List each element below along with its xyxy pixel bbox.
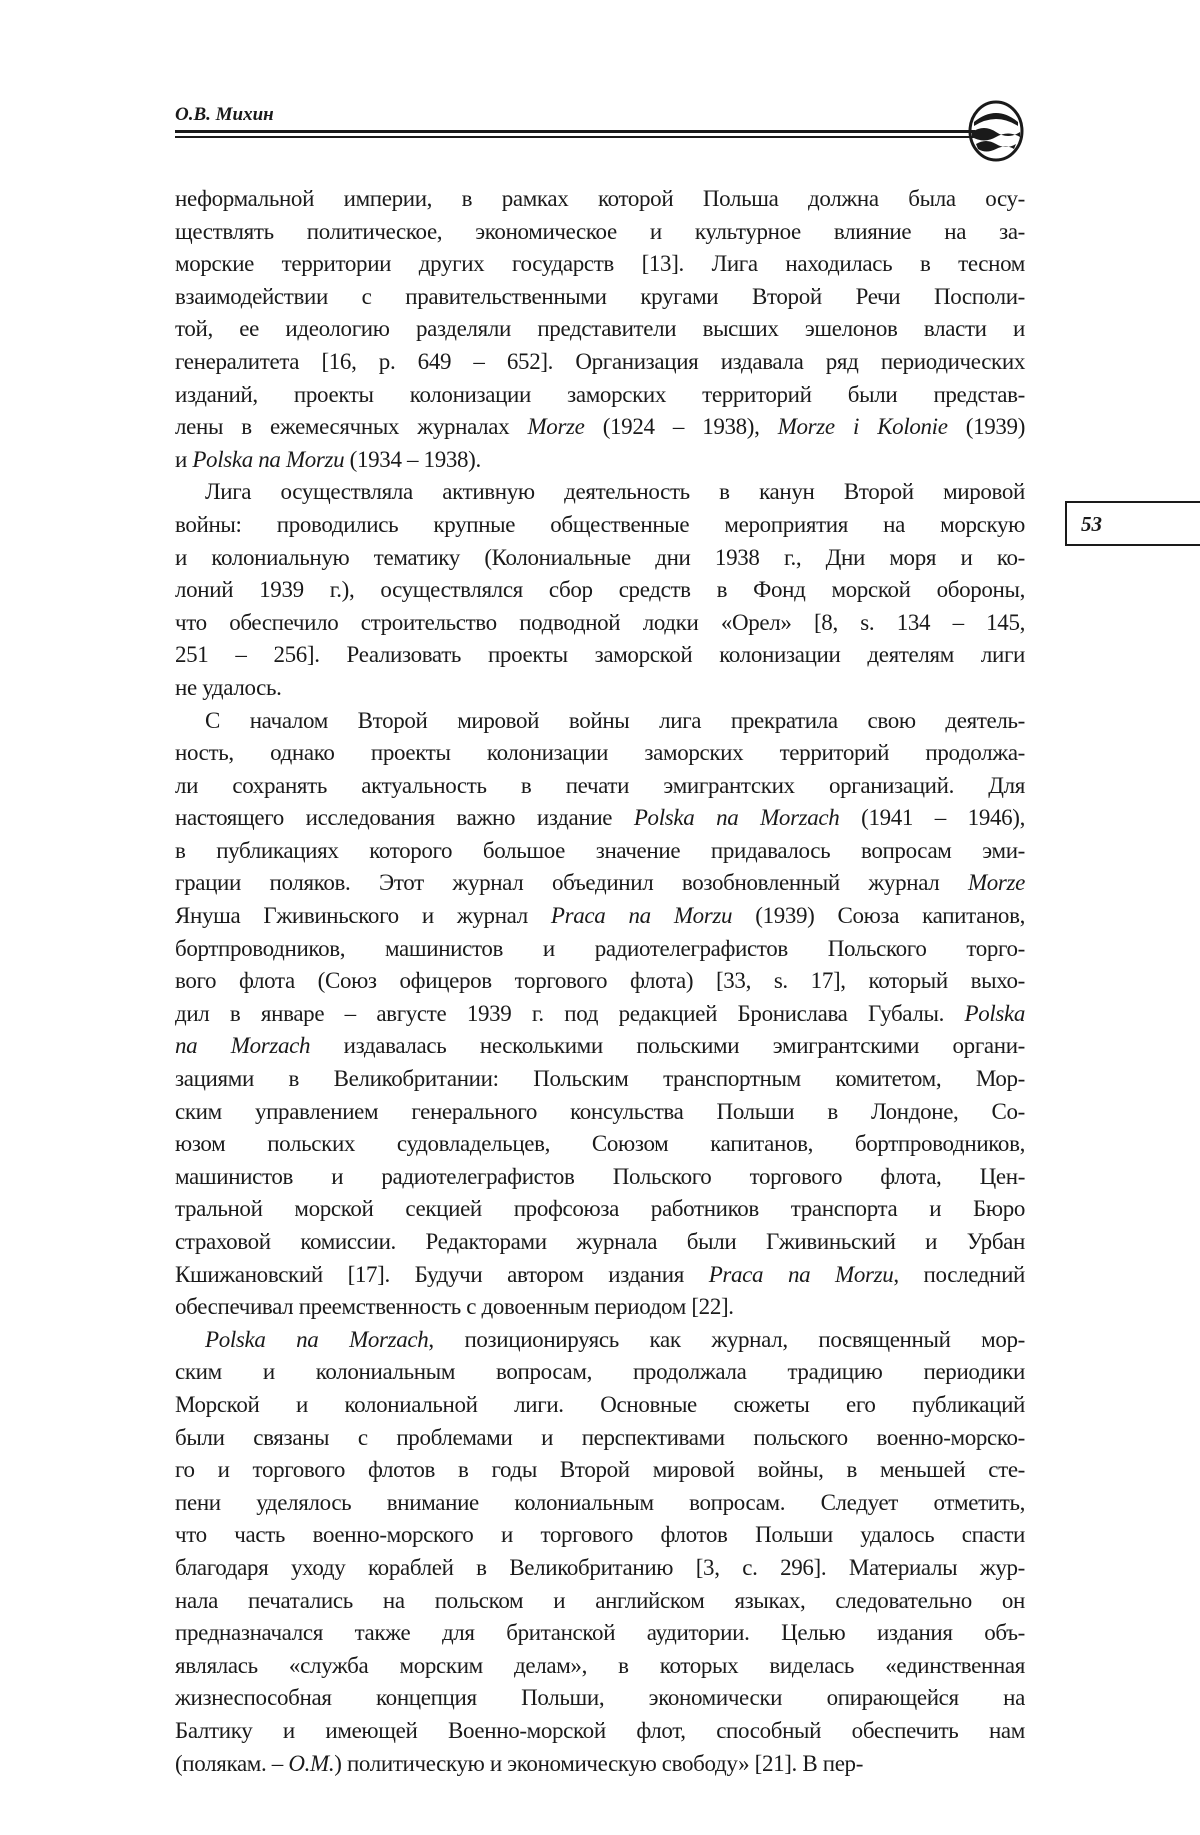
text-segment: обеспечивал преемственность с довоенным периодом [22].	[175, 1294, 734, 1320]
text-segment: являлась «служба морским делам», в которых виделась «единственная	[175, 1652, 1025, 1678]
text-line	[175, 835, 1025, 868]
text-segment: что обеспечило строительство подводной лодки «Орел» [8, s. 134 – 145,	[175, 609, 1025, 635]
text-segment: 251 – 256]. Реализовать проекты заморской колонизации деятелям лиги	[175, 642, 1025, 668]
text-line	[175, 1226, 1025, 1259]
text-segment: издавалась несколькими польскими эмигрантскими органи-	[310, 1033, 1025, 1059]
text-line	[175, 216, 1025, 249]
text-segment: неформальной империи, в рамках которой Польша должна была осу-	[175, 186, 1025, 211]
text-segment: благодаря уходу кораблей в Великобританию [3, с. 296]. Материалы жур-	[175, 1554, 1025, 1580]
text-segment: не удалось.	[175, 674, 282, 700]
text-segment: жизнеспособная концепция Польши, экономически опирающейся на	[175, 1685, 1025, 1711]
text-segment: дил в январе – августе 1939 г. под редакцией Бронислава Губалы.	[175, 1000, 965, 1026]
text-line	[175, 1682, 1025, 1715]
text-segment: (1924 – 1938),	[584, 414, 778, 440]
text-segment: генералитета [16, p. 649 – 652]. Организация издавала ряд периодических	[175, 348, 1025, 374]
text-line	[175, 1748, 1025, 1781]
text-line	[175, 1422, 1025, 1455]
text-segment: лены в ежемесячных журналах	[175, 414, 528, 440]
text-line	[175, 346, 1025, 379]
text-line	[175, 574, 1025, 607]
text-segment: ским управлением генерального консульства Польши в Лондоне, Со-	[175, 1098, 1025, 1124]
text-segment: в публикациях которого большое значение придавалось вопросам эми-	[175, 837, 1025, 863]
italic-title: Polska na Morzach	[633, 805, 840, 831]
text-line	[175, 867, 1025, 900]
text-line	[175, 542, 1025, 575]
text-line	[175, 411, 1025, 444]
text-line	[175, 998, 1025, 1031]
text-line	[175, 965, 1025, 998]
text-segment: (полякам. –	[175, 1750, 289, 1776]
text-line	[175, 1063, 1025, 1096]
text-line	[175, 1650, 1025, 1683]
text-segment: Януша Гживиньского и журнал	[175, 903, 551, 929]
text-segment: С началом Второй мировой войны лига прекратила свою деятель-	[205, 707, 1025, 733]
text-segment: Кшижановский [17]. Будучи автором издания	[175, 1261, 709, 1287]
text-line	[175, 444, 1025, 477]
text-segment: и колониальную тематику (Колониальные дни 1938 г., Дни моря и ко-	[175, 544, 1025, 570]
text-line	[175, 509, 1025, 542]
article-body	[175, 183, 1025, 1780]
text-segment: , последний	[893, 1261, 1025, 1287]
text-segment: были связаны с проблемами и перспективами польского военно-морско-	[175, 1424, 1025, 1450]
italic-title: Morze	[527, 414, 585, 440]
text-line	[175, 705, 1025, 738]
text-segment: (1939)	[947, 414, 1026, 440]
text-line	[175, 1519, 1025, 1552]
text-line	[175, 1161, 1025, 1194]
italic-title: Praca na Morzu	[708, 1261, 894, 1287]
text-line	[175, 737, 1025, 770]
text-segment: и	[175, 446, 193, 472]
text-line	[175, 183, 1025, 216]
text-line	[175, 1617, 1025, 1650]
text-line	[175, 770, 1025, 803]
text-line	[175, 1193, 1025, 1226]
text-segment: , позиционируясь как журнал, посвященный мор-	[428, 1326, 1025, 1352]
text-line	[175, 476, 1025, 509]
text-segment: Морской и колониальной лиги. Основные сюжеты его публикаций	[175, 1391, 1025, 1417]
text-segment: машинистов и радиотелеграфистов Польского торгового флота, Цен-	[175, 1163, 1025, 1189]
text-segment: что часть военно-морского и торгового флотов Польши удалось спасти	[175, 1522, 1025, 1548]
text-segment: настоящего исследования важно издание	[175, 805, 634, 831]
text-line	[175, 607, 1025, 640]
text-segment: ) политическую и экономическую свободу» [21]. В пер-	[334, 1750, 864, 1776]
text-line	[175, 639, 1025, 672]
text-segment: ли сохранять актуальность в печати эмигрантских организаций. Для	[175, 772, 1025, 798]
text-segment: тральной морской секцией профсоюза работников транспорта и Бюро	[175, 1196, 1025, 1222]
text-segment: нала печатались на польском и английском языках, следовательно он	[175, 1587, 1025, 1613]
text-line	[175, 1585, 1025, 1618]
page-number: 53	[1065, 501, 1200, 546]
text-line	[175, 1356, 1025, 1389]
text-line	[175, 900, 1025, 933]
italic-title: na Morzach	[175, 1033, 311, 1059]
header-rule	[175, 136, 975, 138]
text-segment: юзом польских судовладельцев, Союзом капитанов, бортпроводников,	[175, 1131, 1025, 1157]
text-line	[175, 313, 1025, 346]
journal-logo-icon	[968, 100, 1024, 162]
italic-title: Polska na Morzu	[192, 446, 345, 472]
italic-title: О.М.	[288, 1750, 335, 1776]
italic-title: Polska	[964, 1000, 1025, 1026]
text-segment: бортпроводников, машинистов и радиотелеграфистов Польского торго-	[175, 935, 1025, 961]
text-line	[175, 1128, 1025, 1161]
text-segment: предназначался также для британской аудитории. Целью издания объ-	[175, 1620, 1025, 1646]
text-segment: го и торгового флотов в годы Второй мировой войны, в меньшей сте-	[175, 1457, 1025, 1483]
text-line	[175, 248, 1025, 281]
text-segment: вого флота (Союз офицеров торгового флота) [33, s. 17], который выхо-	[175, 968, 1025, 994]
text-segment: (1941 – 1946),	[839, 805, 1025, 831]
text-line	[175, 1324, 1025, 1357]
text-line	[175, 802, 1025, 835]
text-line	[175, 1259, 1025, 1292]
text-line	[175, 1715, 1025, 1748]
text-segment: взаимодействии с правительственными кругами Второй Речи Посполи-	[175, 283, 1025, 309]
text-line	[175, 672, 1025, 705]
italic-title: Morze i Kolonie	[777, 414, 948, 440]
text-line	[175, 1291, 1025, 1324]
text-line	[175, 1030, 1025, 1063]
text-segment: пени уделялось внимание колониальным вопросам. Следует отметить,	[175, 1489, 1025, 1515]
text-line	[175, 1552, 1025, 1585]
text-segment: грации поляков. Этот журнал объединил возобновленный журнал	[175, 870, 968, 896]
text-segment: лоний 1939 г.), осуществлялся сбор средств в Фонд морской обороны,	[175, 577, 1025, 603]
text-segment: зациями в Великобритании: Польским транспортным комитетом, Мор-	[175, 1066, 1025, 1092]
text-line	[175, 379, 1025, 412]
italic-title: Polska na Morzach	[205, 1326, 429, 1352]
text-segment: (1934 – 1938).	[344, 446, 481, 472]
text-line	[175, 933, 1025, 966]
text-line	[175, 1487, 1025, 1520]
text-line	[175, 1096, 1025, 1129]
text-segment: ским и колониальным вопросам, продолжала традицию периодики	[175, 1359, 1025, 1385]
text-segment: ществлять политическое, экономическое и культурное влияние на за-	[175, 218, 1025, 244]
text-line	[175, 1454, 1025, 1487]
text-segment: той, ее идеологию разделяли представители высших эшелонов власти и	[175, 316, 1025, 342]
text-line	[175, 281, 1025, 314]
italic-title: Praca na Morzu	[550, 903, 733, 929]
text-line	[175, 1389, 1025, 1422]
text-segment: морские территории других государств [13]. Лига находилась в тесном	[175, 251, 1025, 277]
running-head-author: О.В. Михин	[175, 104, 274, 125]
text-segment: Балтику и имеющей Военно-морской флот, способный обеспечить нам	[175, 1717, 1025, 1743]
text-segment: войны: проводились крупные общественные мероприятия на морскую	[175, 511, 1025, 537]
text-segment: (1939) Союза капитанов,	[732, 903, 1025, 929]
text-segment: изданий, проекты колонизации заморских территорий были представ-	[175, 381, 1025, 407]
text-segment: ность, однако проекты колонизации заморских территорий продолжа-	[175, 740, 1025, 766]
header-rule	[175, 130, 975, 133]
text-segment: Лига осуществляла активную деятельность в канун Второй мировой	[205, 479, 1025, 505]
text-segment: страховой комиссии. Редакторами журнала были Гживиньский и Урбан	[175, 1229, 1025, 1254]
italic-title: Morze	[967, 870, 1025, 896]
